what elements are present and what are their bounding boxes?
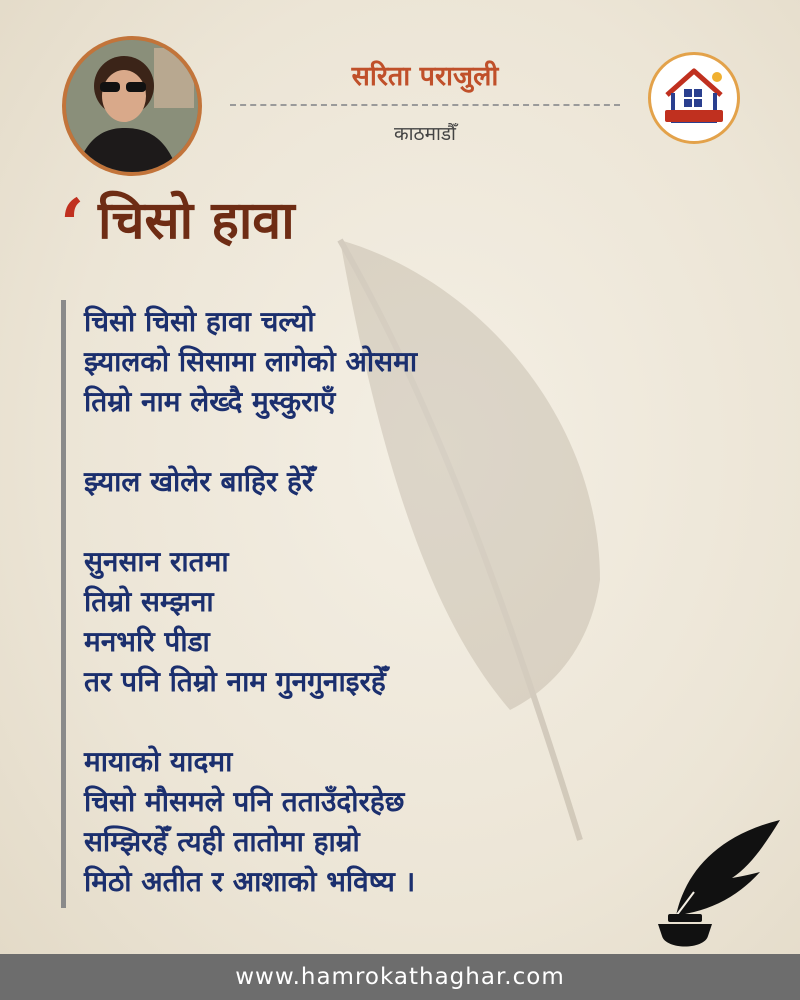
quill-inkpot-icon (654, 816, 784, 952)
author-avatar (62, 36, 202, 176)
author-divider (230, 104, 620, 106)
author-photo (66, 40, 198, 172)
author-name: सरिता पराजुली (351, 61, 499, 92)
poem-line: सम्झिरहेँ त्यही तातोमा हाम्रो (84, 825, 360, 858)
poem-line: चिसो चिसो हावा चल्यो (84, 305, 315, 338)
stanza-break (84, 702, 417, 742)
poem-title: चिसो हावा (98, 191, 295, 251)
house-logo-graphic (651, 55, 737, 141)
house-logo-icon[interactable] (648, 52, 740, 144)
author-place: काठमाडौँ (394, 123, 456, 145)
poem-line: झ्यालको सिसामा लागेको ओसमा (84, 345, 418, 378)
poem-line: सुनसान रातमा (84, 545, 229, 578)
poem-accent-bar (61, 300, 66, 908)
poem-line: तिम्रो नाम लेख्दै मुस्कुराएँ (84, 385, 336, 418)
poem-line: मनभरि पीडा (84, 625, 210, 658)
website-link[interactable]: www.hamrokathaghar.com (235, 964, 565, 990)
stanza-break (84, 422, 417, 462)
poem-line: झ्याल खोलेर बाहिर हेरेँ (84, 465, 314, 498)
poem-line: चिसो मौसमले पनि तताउँदोरहेछ (84, 785, 405, 818)
poem-line: मिठो अतीत र आशाको भविष्य । (84, 865, 416, 898)
quote-mark-icon: ‘ (60, 183, 85, 266)
stanza-break (84, 502, 417, 542)
poem-line: मायाको यादमा (84, 745, 233, 778)
poem-line: तर पनि तिम्रो नाम गुनगुनाइरहेँ (84, 665, 386, 698)
poem-line: तिम्रो सम्झना (84, 585, 214, 618)
poem-body (84, 302, 417, 902)
footer-bar (0, 954, 800, 1000)
